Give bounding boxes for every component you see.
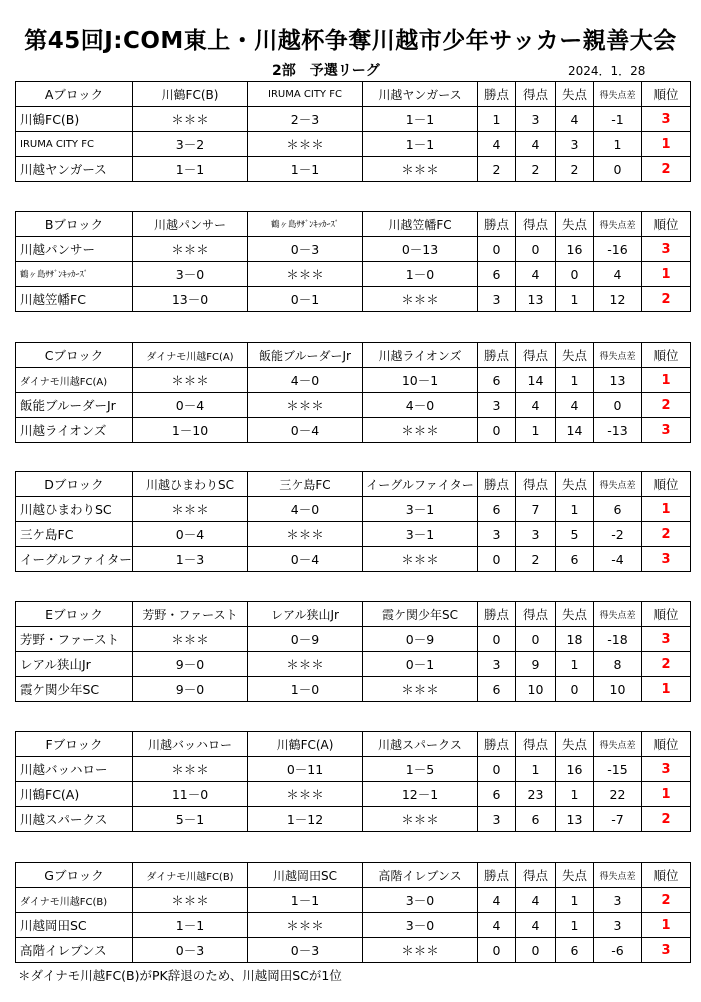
rank-cell: 3 (642, 547, 691, 572)
block-header-row (16, 343, 691, 368)
match-result: 0－3 (133, 938, 248, 963)
column-team-name: 川越バッハロー (133, 732, 248, 757)
match-result: 1－10 (133, 418, 248, 443)
header-goals-for: 得点 (516, 472, 556, 497)
points-cell: 4 (478, 913, 516, 938)
row-team-name: 川越岡田SC (16, 913, 133, 938)
table-row (16, 418, 691, 443)
rank-cell: 2 (642, 652, 691, 677)
match-result: ＊＊＊ (133, 627, 248, 652)
goal-diff-cell: -4 (594, 547, 642, 572)
goals-against-cell: 0 (556, 677, 594, 702)
rank-cell: 1 (642, 782, 691, 807)
header-goals-against: 失点 (556, 212, 594, 237)
points-cell: 6 (478, 677, 516, 702)
match-result: ＊＊＊ (248, 262, 363, 287)
goals-against-cell: 1 (556, 888, 594, 913)
rank-cell: 3 (642, 757, 691, 782)
points-cell: 3 (478, 522, 516, 547)
goals-for-cell: 4 (516, 393, 556, 418)
row-team-name: 高階イレブンス (16, 938, 133, 963)
match-result: ＊＊＊ (363, 157, 478, 182)
column-team-name: ダイナモ川越FC(A) (133, 343, 248, 368)
match-result: ＊＊＊ (133, 888, 248, 913)
row-team-name: 川越ライオンズ (16, 418, 133, 443)
column-team-name: イーグルファイター (363, 472, 478, 497)
match-result: 1－5 (363, 757, 478, 782)
row-team-name: レアル狭山Jr (16, 652, 133, 677)
match-result: 0－1 (363, 652, 478, 677)
match-result: ＊＊＊ (248, 393, 363, 418)
match-result: ＊＊＊ (363, 418, 478, 443)
goals-for-cell: 2 (516, 157, 556, 182)
points-cell: 0 (478, 757, 516, 782)
match-result: ＊＊＊ (363, 547, 478, 572)
table-row (16, 807, 691, 832)
rank-cell: 3 (642, 418, 691, 443)
column-team-name: 川越ヤンガース (363, 82, 478, 107)
row-team-name: 川越パンサー (16, 237, 133, 262)
table-row (16, 497, 691, 522)
match-result: 1－0 (248, 677, 363, 702)
footnote: ＊ダイナモ川越FC(B)がPK辞退のため、川越岡田SCが1位 (18, 968, 342, 983)
column-team-name: レアル狭山Jr (248, 602, 363, 627)
row-team-name: イーグルファイター (16, 547, 133, 572)
row-team-name: ダイナモ川越FC(A) (16, 368, 133, 393)
block-header-row (16, 212, 691, 237)
goal-diff-cell: 0 (594, 157, 642, 182)
points-cell: 6 (478, 262, 516, 287)
column-team-name: 高階イレブンス (363, 863, 478, 888)
goals-for-cell: 3 (516, 522, 556, 547)
match-result: 1－1 (248, 157, 363, 182)
table-row (16, 262, 691, 287)
header-goals-against: 失点 (556, 472, 594, 497)
header-points: 勝点 (478, 602, 516, 627)
rank-cell: 1 (642, 913, 691, 938)
table-row (16, 237, 691, 262)
match-result: 0－4 (248, 547, 363, 572)
goal-diff-cell: 12 (594, 287, 642, 312)
block-table (15, 471, 691, 572)
match-result: 4－0 (363, 393, 478, 418)
goal-diff-cell: -16 (594, 237, 642, 262)
goals-for-cell: 23 (516, 782, 556, 807)
match-result: 0－4 (248, 418, 363, 443)
rank-cell: 1 (642, 368, 691, 393)
block-header-row (16, 863, 691, 888)
header-rank: 順位 (642, 732, 691, 757)
match-result: 9－0 (133, 677, 248, 702)
column-team-name: 飯能ブルーダーJr (248, 343, 363, 368)
rank-cell: 1 (642, 497, 691, 522)
rank-cell: 3 (642, 237, 691, 262)
header-points: 勝点 (478, 82, 516, 107)
points-cell: 3 (478, 393, 516, 418)
header-points: 勝点 (478, 863, 516, 888)
goals-against-cell: 16 (556, 757, 594, 782)
row-team-name: 三ケ島FC (16, 522, 133, 547)
row-team-name: 川越バッハロー (16, 757, 133, 782)
tournament-date: 2024．1．28 (568, 64, 646, 78)
header-points: 勝点 (478, 732, 516, 757)
header-points: 勝点 (478, 472, 516, 497)
block-name: Fブロック (16, 732, 133, 757)
column-team-name: 川越パンサー (133, 212, 248, 237)
header-rank: 順位 (642, 472, 691, 497)
block-header-row (16, 602, 691, 627)
block-table (15, 731, 691, 832)
column-team-name: 川鶴FC(B) (133, 82, 248, 107)
goal-diff-cell: 0 (594, 393, 642, 418)
rank-cell: 2 (642, 287, 691, 312)
table-row (16, 132, 691, 157)
goals-against-cell: 1 (556, 368, 594, 393)
match-result: 4－0 (248, 368, 363, 393)
block-table (15, 342, 691, 443)
points-cell: 6 (478, 782, 516, 807)
table-row (16, 522, 691, 547)
goal-diff-cell: 3 (594, 913, 642, 938)
match-result: ＊＊＊ (133, 237, 248, 262)
column-team-name: 川越岡田SC (248, 863, 363, 888)
points-cell: 2 (478, 157, 516, 182)
header-goals-for: 得点 (516, 732, 556, 757)
goals-against-cell: 1 (556, 652, 594, 677)
match-result: ＊＊＊ (248, 522, 363, 547)
page-subtitle: 2部 予選リーグ (272, 63, 380, 79)
rank-cell: 3 (642, 938, 691, 963)
goal-diff-cell: -18 (594, 627, 642, 652)
match-result: ＊＊＊ (133, 497, 248, 522)
rank-cell: 2 (642, 157, 691, 182)
row-team-name: 飯能ブルーダーJr (16, 393, 133, 418)
match-result: 1－0 (363, 262, 478, 287)
goals-against-cell: 4 (556, 393, 594, 418)
match-result: ＊＊＊ (248, 782, 363, 807)
goal-diff-cell: 8 (594, 652, 642, 677)
goals-for-cell: 0 (516, 627, 556, 652)
block-name: Cブロック (16, 343, 133, 368)
points-cell: 1 (478, 107, 516, 132)
goal-diff-cell: -2 (594, 522, 642, 547)
goals-against-cell: 6 (556, 547, 594, 572)
table-row (16, 938, 691, 963)
column-team-name: 三ケ島FC (248, 472, 363, 497)
rank-cell: 2 (642, 522, 691, 547)
goal-diff-cell: 10 (594, 677, 642, 702)
points-cell: 0 (478, 627, 516, 652)
header-goal-diff: 得失点差 (594, 472, 642, 497)
table-row (16, 107, 691, 132)
table-row (16, 782, 691, 807)
row-team-name: 川鶴FC(B) (16, 107, 133, 132)
column-team-name: 川越ライオンズ (363, 343, 478, 368)
match-result: ＊＊＊ (363, 287, 478, 312)
table-row (16, 757, 691, 782)
match-result: 9－0 (133, 652, 248, 677)
goal-diff-cell: 13 (594, 368, 642, 393)
row-team-name: 川越笠幡FC (16, 287, 133, 312)
goals-against-cell: 16 (556, 237, 594, 262)
table-row (16, 287, 691, 312)
goals-for-cell: 10 (516, 677, 556, 702)
match-result: 0－3 (248, 237, 363, 262)
column-team-name: 芳野・ファースト (133, 602, 248, 627)
match-result: 3－0 (363, 888, 478, 913)
page-title: 第45回J:COM東上・川越杯争奪川越市少年サッカー親善大会 (24, 28, 677, 54)
table-row (16, 627, 691, 652)
block-table (15, 862, 691, 963)
match-result: 0－4 (133, 522, 248, 547)
goals-for-cell: 13 (516, 287, 556, 312)
match-result: ＊＊＊ (248, 132, 363, 157)
table-row (16, 677, 691, 702)
match-result: ＊＊＊ (133, 107, 248, 132)
goals-against-cell: 14 (556, 418, 594, 443)
column-team-name: 川鶴FC(A) (248, 732, 363, 757)
header-rank: 順位 (642, 82, 691, 107)
goals-against-cell: 1 (556, 782, 594, 807)
header-goals-against: 失点 (556, 732, 594, 757)
header-rank: 順位 (642, 343, 691, 368)
block-table (15, 601, 691, 702)
match-result: 1－12 (248, 807, 363, 832)
goals-for-cell: 0 (516, 938, 556, 963)
match-result: 0－9 (248, 627, 363, 652)
match-result: 3－1 (363, 497, 478, 522)
goals-against-cell: 1 (556, 497, 594, 522)
row-team-name: 川越ヤンガース (16, 157, 133, 182)
goals-against-cell: 18 (556, 627, 594, 652)
goal-diff-cell: -1 (594, 107, 642, 132)
match-result: ＊＊＊ (363, 677, 478, 702)
header-goal-diff: 得失点差 (594, 82, 642, 107)
goal-diff-cell: -15 (594, 757, 642, 782)
header-goal-diff: 得失点差 (594, 343, 642, 368)
match-result: ＊＊＊ (133, 368, 248, 393)
goals-against-cell: 13 (556, 807, 594, 832)
match-result: 0－3 (248, 938, 363, 963)
row-team-name: 川越スパークス (16, 807, 133, 832)
match-result: 1－1 (363, 107, 478, 132)
goals-for-cell: 4 (516, 262, 556, 287)
goals-for-cell: 14 (516, 368, 556, 393)
match-result: 1－1 (133, 913, 248, 938)
column-team-name: IRUMA CITY FC (248, 82, 363, 107)
match-result: ＊＊＊ (363, 807, 478, 832)
goal-diff-cell: -7 (594, 807, 642, 832)
rank-cell: 1 (642, 677, 691, 702)
header-goals-for: 得点 (516, 343, 556, 368)
row-team-name: ダイナモ川越FC(B) (16, 888, 133, 913)
row-team-name: 芳野・ファースト (16, 627, 133, 652)
column-team-name: 川越ひまわりSC (133, 472, 248, 497)
table-row (16, 888, 691, 913)
goals-for-cell: 6 (516, 807, 556, 832)
match-result: 11－0 (133, 782, 248, 807)
goals-against-cell: 4 (556, 107, 594, 132)
points-cell: 4 (478, 888, 516, 913)
block-name: Dブロック (16, 472, 133, 497)
match-result: 3－0 (363, 913, 478, 938)
header-goals-against: 失点 (556, 602, 594, 627)
match-result: ＊＊＊ (133, 757, 248, 782)
block-name: Aブロック (16, 82, 133, 107)
match-result: 3－2 (133, 132, 248, 157)
row-team-name: 鶴ヶ島ｻｻﾞﾝｷｯｶｰｽﾞ (16, 262, 133, 287)
column-team-name: ダイナモ川越FC(B) (133, 863, 248, 888)
column-team-name: 霞ケ関少年SC (363, 602, 478, 627)
match-result: 3－0 (133, 262, 248, 287)
goals-against-cell: 0 (556, 262, 594, 287)
goals-against-cell: 1 (556, 913, 594, 938)
points-cell: 3 (478, 807, 516, 832)
goal-diff-cell: 1 (594, 132, 642, 157)
block-header-row (16, 732, 691, 757)
goals-for-cell: 1 (516, 418, 556, 443)
block-name: Eブロック (16, 602, 133, 627)
header-rank: 順位 (642, 212, 691, 237)
header-rank: 順位 (642, 863, 691, 888)
match-result: 13－0 (133, 287, 248, 312)
match-result: 0－4 (133, 393, 248, 418)
goal-diff-cell: -6 (594, 938, 642, 963)
table-row (16, 547, 691, 572)
match-result: 0－11 (248, 757, 363, 782)
match-result: 0－9 (363, 627, 478, 652)
rank-cell: 3 (642, 107, 691, 132)
goals-against-cell: 3 (556, 132, 594, 157)
row-team-name: 霞ケ関少年SC (16, 677, 133, 702)
match-result: 2－3 (248, 107, 363, 132)
points-cell: 6 (478, 497, 516, 522)
goals-against-cell: 6 (556, 938, 594, 963)
header-goals-for: 得点 (516, 82, 556, 107)
header-goals-for: 得点 (516, 212, 556, 237)
table-row (16, 157, 691, 182)
header-points: 勝点 (478, 212, 516, 237)
goals-for-cell: 9 (516, 652, 556, 677)
rank-cell: 1 (642, 262, 691, 287)
points-cell: 0 (478, 237, 516, 262)
points-cell: 6 (478, 368, 516, 393)
goals-for-cell: 4 (516, 888, 556, 913)
goals-against-cell: 2 (556, 157, 594, 182)
goals-for-cell: 4 (516, 132, 556, 157)
match-result: 5－1 (133, 807, 248, 832)
goals-for-cell: 7 (516, 497, 556, 522)
header-goal-diff: 得失点差 (594, 863, 642, 888)
match-result: 1－3 (133, 547, 248, 572)
points-cell: 4 (478, 132, 516, 157)
header-goals-against: 失点 (556, 343, 594, 368)
block-name: Gブロック (16, 863, 133, 888)
column-team-name: 川越スパークス (363, 732, 478, 757)
points-cell: 0 (478, 938, 516, 963)
row-team-name: IRUMA CITY FC (16, 132, 133, 157)
points-cell: 0 (478, 547, 516, 572)
goals-for-cell: 2 (516, 547, 556, 572)
match-result: ＊＊＊ (248, 652, 363, 677)
match-result: 1－1 (363, 132, 478, 157)
header-goal-diff: 得失点差 (594, 602, 642, 627)
points-cell: 3 (478, 652, 516, 677)
goals-against-cell: 5 (556, 522, 594, 547)
match-result: ＊＊＊ (248, 913, 363, 938)
rank-cell: 1 (642, 132, 691, 157)
header-points: 勝点 (478, 343, 516, 368)
goal-diff-cell: -13 (594, 418, 642, 443)
match-result: 0－13 (363, 237, 478, 262)
column-team-name: 川越笠幡FC (363, 212, 478, 237)
goals-for-cell: 4 (516, 913, 556, 938)
block-name: Bブロック (16, 212, 133, 237)
goal-diff-cell: 6 (594, 497, 642, 522)
table-row (16, 913, 691, 938)
goals-for-cell: 3 (516, 107, 556, 132)
goals-for-cell: 0 (516, 237, 556, 262)
rank-cell: 2 (642, 807, 691, 832)
block-table (15, 211, 691, 312)
goal-diff-cell: 22 (594, 782, 642, 807)
points-cell: 0 (478, 418, 516, 443)
goals-against-cell: 1 (556, 287, 594, 312)
match-result: 10－1 (363, 368, 478, 393)
match-result: 1－1 (248, 888, 363, 913)
header-goal-diff: 得失点差 (594, 212, 642, 237)
rank-cell: 2 (642, 888, 691, 913)
row-team-name: 川鶴FC(A) (16, 782, 133, 807)
goal-diff-cell: 3 (594, 888, 642, 913)
rank-cell: 2 (642, 393, 691, 418)
header-goals-against: 失点 (556, 82, 594, 107)
header-goals-for: 得点 (516, 863, 556, 888)
block-table (15, 81, 691, 182)
match-result: ＊＊＊ (363, 938, 478, 963)
match-result: 0－1 (248, 287, 363, 312)
table-row (16, 393, 691, 418)
match-result: 4－0 (248, 497, 363, 522)
table-row (16, 652, 691, 677)
header-goals-against: 失点 (556, 863, 594, 888)
block-header-row (16, 82, 691, 107)
points-cell: 3 (478, 287, 516, 312)
match-result: 12－1 (363, 782, 478, 807)
rank-cell: 3 (642, 627, 691, 652)
header-goal-diff: 得失点差 (594, 732, 642, 757)
block-header-row (16, 472, 691, 497)
column-team-name: 鶴ヶ島ｻｻﾞﾝｷｯｶｰｽﾞ (248, 212, 363, 237)
header-rank: 順位 (642, 602, 691, 627)
match-result: 3－1 (363, 522, 478, 547)
header-goals-for: 得点 (516, 602, 556, 627)
table-row (16, 368, 691, 393)
match-result: 1－1 (133, 157, 248, 182)
goals-for-cell: 1 (516, 757, 556, 782)
row-team-name: 川越ひまわりSC (16, 497, 133, 522)
goal-diff-cell: 4 (594, 262, 642, 287)
